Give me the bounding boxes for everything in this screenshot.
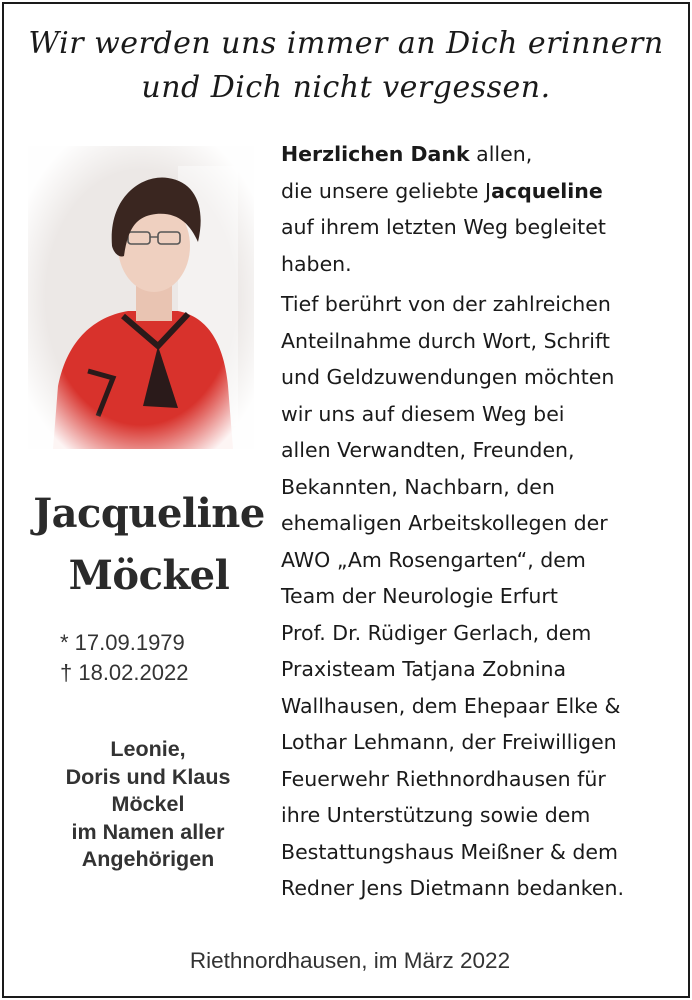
text-line — [281, 173, 681, 210]
text-line: Bekannten, Nachbarn, den — [281, 474, 555, 499]
thank-you-text — [281, 136, 681, 907]
life-dates — [60, 628, 260, 688]
text-span: die unsere geliebte J — [281, 178, 492, 203]
text-line: auf ihrem letzten Weg begleitet — [281, 215, 606, 239]
text-line: AWO „Am Rosengarten“, dem — [281, 547, 586, 572]
name-bold: acqueline — [491, 178, 603, 203]
text-span: allen, — [469, 142, 533, 166]
text-line: Wallhausen, dem Ehepaar Elke & — [281, 693, 621, 718]
family-line: Möckel — [111, 792, 185, 816]
text-line: Feuerwehr Riethnordhausen für — [281, 766, 606, 791]
birth-date: * 17.09.1979 — [60, 630, 185, 655]
obituary-card — [2, 2, 690, 998]
text-line: Prof. Dr. Rüdiger Gerlach, dem — [281, 620, 592, 645]
headline-line-2: und Dich nicht vergessen. — [141, 70, 551, 105]
text-line: Anteilnahme durch Wort, Schrift — [281, 328, 610, 353]
deceased-first-name: Jacqueline — [33, 490, 265, 537]
text-line: haben. — [281, 251, 352, 276]
text-line: Bestattungshaus Meißner & dem — [281, 839, 619, 864]
family-line: Angehörigen — [81, 847, 215, 871]
text-line: Team der Neurologie Erfurt — [281, 584, 558, 608]
family-line: im Namen aller — [71, 819, 225, 844]
family-signature — [26, 736, 270, 874]
text-line: allen Verwandten, Freunden, — [281, 438, 575, 462]
text-line — [281, 136, 681, 173]
portrait-photo — [28, 146, 254, 449]
text-line: ehemaligen Arbeitskollegen der — [281, 511, 608, 535]
text-line: und Geldzuwendungen möchten — [281, 365, 615, 389]
deceased-last-name: Möckel — [68, 552, 230, 599]
text-line: ihre Unterstützung sowie dem — [281, 803, 591, 827]
death-date: † 18.02.2022 — [60, 660, 189, 685]
family-line: Doris und Klaus — [65, 764, 231, 789]
thank-you-bold: Herzlichen Dank — [281, 142, 470, 166]
text-line: Redner Jens Dietmann bedanken. — [281, 876, 624, 900]
family-line: Leonie, — [110, 737, 186, 761]
text-line: Lothar Lehmann, der Freiwilligen — [281, 730, 617, 754]
place-date-footer: Riethnordhausen, im März 2022 — [189, 948, 511, 973]
headline-line-1: Wir werden uns immer an Dich erinnern — [28, 26, 664, 61]
text-line: wir uns auf diesem Weg bei — [281, 401, 565, 426]
text-line: Tief berührt von der zahlreichen — [281, 292, 611, 316]
portrait-illustration — [28, 146, 254, 449]
text-line: Praxisteam Tatjana Zobnina — [281, 657, 567, 681]
